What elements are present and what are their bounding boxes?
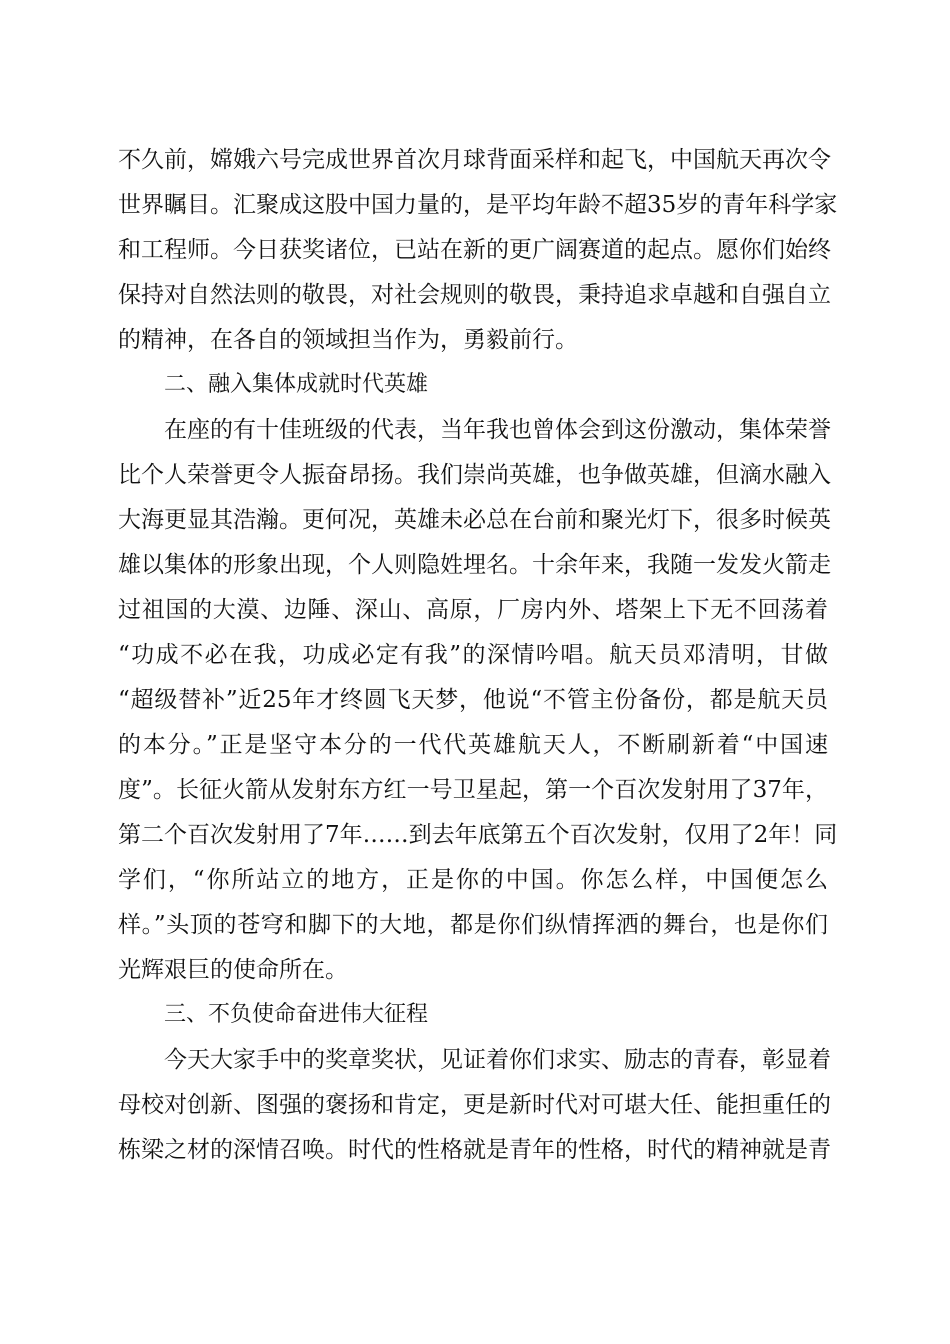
paragraph-line: 母校对创新、图强的褒扬和肯定，更是新时代对可堪大任、能担重任的 (118, 1092, 831, 1118)
paragraph-line: “功成不必在我，功成必定有我”的深情吟唱。航天员邓清明，甘做 (118, 642, 828, 668)
section-heading: 三、不负使命奋进伟大征程 (164, 1002, 429, 1027)
paragraph-line: “超级替补”近25年才终圆飞天梦，他说“不管主份备份，都是航天员 (118, 687, 828, 713)
paragraph-line: 世界瞩目。汇聚成这股中国力量的，是平均年龄不超35岁的青年科学家 (118, 192, 838, 218)
paragraph-first-line: 在座的有十佳班级的代表，当年我也曾体会到这份激动，集体荣誉 (164, 417, 831, 443)
paragraph-line: 的本分。”正是坚守本分的一代代英雄航天人，不断刷新着“中国速 (118, 732, 828, 758)
paragraph-line: 学们，“你所站立的地方，正是你的中国。你怎么样，中国便怎么 (118, 867, 828, 893)
paragraph-line: 第二个百次发射用了7年……到去年底第五个百次发射，仅用了2年！同 (118, 822, 838, 848)
paragraph-line: 比个人荣誉更令人振奋昂扬。我们崇尚英雄，也争做英雄，但滴水融入 (118, 462, 831, 488)
paragraph-line: 不久前，嫦娥六号完成世界首次月球背面采样和起飞，中国航天再次令 (118, 147, 831, 173)
paragraph-line: 度”。长征火箭从发射东方红一号卫星起，第一个百次发射用了37年， (118, 777, 828, 803)
paragraph-line: 雄以集体的形象出现，个人则隐姓埋名。十余年来，我随一发发火箭走 (118, 552, 831, 578)
paragraph-line: 大海更显其浩瀚。更何况，英雄未必总在台前和聚光灯下，很多时候英 (118, 507, 831, 533)
paragraph-line: 过祖国的大漠、边陲、深山、高原，厂房内外、塔架上下无不回荡着 (118, 597, 828, 623)
paragraph-line: 栋梁之材的深情召唤。时代的性格就是青年的性格，时代的精神就是青 (118, 1137, 831, 1163)
paragraph-line: 的精神，在各自的领域担当作为，勇毅前行。 (118, 327, 578, 353)
section-heading: 二、融入集体成就时代英雄 (164, 372, 429, 397)
paragraph-line: 保持对自然法则的敬畏，对社会规则的敬畏，秉持追求卓越和自强自立 (118, 282, 831, 308)
paragraph-first-line: 今天大家手中的奖章奖状，见证着你们求实、励志的青春，彰显着 (164, 1047, 831, 1073)
paragraph-line: 样。”头顶的苍穹和脚下的大地，都是你们纵情挥洒的舞台，也是你们 (118, 912, 828, 938)
paragraph-line: 光辉艰巨的使命所在。 (118, 957, 348, 983)
paragraph-line: 和工程师。今日获奖诸位，已站在新的更广阔赛道的起点。愿你们始终 (118, 237, 831, 263)
